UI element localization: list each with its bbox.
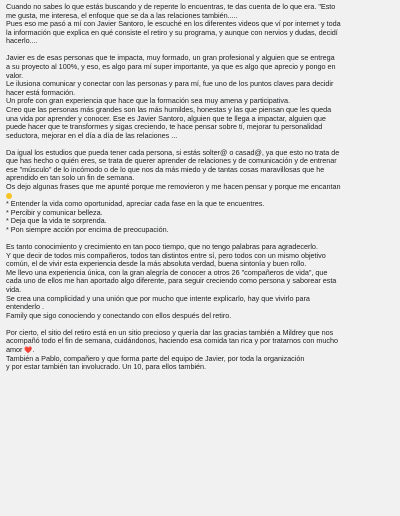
text-line: hacer está formación.	[6, 88, 76, 97]
text-line: Por cierto, el sitio del retiro está en un sitio precioso y quería dar las gracias también a Mildrey que nos	[6, 328, 334, 337]
text-line: la información que explica en qué consiste el retiro y su programa, y aunque con nervios y dudas, decidí	[6, 28, 338, 37]
text-line: a su proyecto al 100%, y eso, es algo para mí super importante, ya que es algo que aprecio y pongo en	[6, 62, 336, 71]
text-line: Os dejo algunas frases que me apunté porque me removieron y me hacen pensar y porque me encantan	[6, 183, 341, 192]
paragraph-gap	[6, 140, 395, 148]
text-line-with-heart: amor ❤️.	[6, 345, 35, 354]
text-line: ese "músculo" de lo incómodo o de lo que nos da más miedo y de tantas cosas maravillosas que he	[6, 165, 325, 174]
text-line: Da igual los estudios que pueda tener cada persona, si estás solter@ o casad@, ya que esto no trata de	[6, 148, 340, 157]
text-line: y por estar también tan involucrado. Un 10, para ellos también.	[6, 363, 207, 372]
red-heart-emoji-icon: ❤️	[24, 346, 33, 354]
text-line: valor.	[6, 71, 24, 80]
text-line: Y que decir de todos mis compañeros, todos tan distintos entre sí, pero todos con un mismo objetivo	[6, 251, 326, 260]
text-line: que has hecho o quién eres, se trata de querer aprender de relaciones y de comunicación y de entrenar	[6, 157, 337, 166]
quote-item: * Percibir y comunicar belleza.	[6, 208, 103, 217]
text-line: me gusta, me interesa, el enfoque que se da a las relaciones también.....	[6, 11, 238, 20]
paragraph-intro	[6, 3, 395, 46]
paragraph-retreat-place	[6, 329, 395, 372]
text-line: común, el de vivir esta experiencia desde la más absoluta verdad, buena sintonía y buen rollo.	[6, 260, 307, 269]
text-line: Family que sigo conociendo y conectando con ellos después del retiro.	[6, 311, 232, 320]
emoji-line	[6, 192, 395, 201]
paragraph-gratitude	[6, 243, 395, 320]
text-line: Creo que las personas más grandes son las más humildes, honestas y las que piensan que les queda	[6, 105, 332, 114]
text-line: cada uno de ellos me han aportado algo diferente, para seguir creciendo como persona y saborear esta	[6, 277, 337, 286]
text-line: Javier es de esas personas que te impacta, muy formado, un gran profesional y alguien que se entrega	[6, 54, 335, 63]
text-line: acompañó todo el fin de semana, cuidándonos, haciendo esa comida tan rica y por tratarnos con mucho	[6, 337, 338, 346]
text-line: Se crea una complicidad y una unión que por mucho que intente explicarlo, hay que vivirlo para	[6, 294, 310, 303]
quote-item: * Entender la vida como oportunidad, apreciar cada fase en la que te encuentres.	[6, 200, 265, 209]
quote-item: * Deja que la vida te sorprenda.	[6, 217, 107, 226]
paragraph-gap	[6, 320, 395, 328]
text-line: vida.	[6, 285, 22, 294]
paragraph-studies	[6, 149, 395, 235]
quote-item: * Pon siempre acción por encima de preocupación.	[6, 226, 169, 235]
text-line: seductora, mejorar en el día a día de las relaciones ...	[6, 131, 178, 140]
text-line: Es tanto conocimiento y crecimiento en tan poco tiempo, que no tengo palabras para agradecerlo.	[6, 243, 318, 252]
text-fragment: amor	[6, 345, 23, 354]
text-line: entenderlo .	[6, 303, 44, 312]
text-line: puede hacer que te transformes y sigas creciendo, te hace pensar sobre tí, mejorar tu personalidad	[6, 123, 323, 132]
text-line: aprendido en tan solo un fin de semana.	[6, 174, 135, 183]
text-line: una vida por aprender y conocer. Ese es Javier Santoro, alguien que te llega a impactar, alguien que	[6, 114, 326, 123]
text-line: Le ilusiona comunicar y conectar con las personas y para mí, fue uno de los puntos claves para decidir	[6, 80, 334, 89]
paragraph-gap	[6, 46, 395, 54]
text-line: Me llevo una experiencia única, con la gran alegría de conocer a otros 26 "compañeros de vida", que	[6, 268, 328, 277]
text-line: Un profe con gran experiencia que hace que la formación sea muy amena y participativa.	[6, 97, 290, 106]
paragraph-gap	[6, 235, 395, 243]
smiling-face-emoji-icon	[6, 193, 12, 199]
text-line: También a Pablo, compañero y que forma parte del equipo de Javier, por toda la organización	[6, 354, 305, 363]
paragraph-about-javier	[6, 54, 395, 140]
text-line: Pues eso me pasó a mí con Javier Santoro, le escuché en los diferentes videos que ví por internet y toda	[6, 20, 341, 29]
text-line: Cuando no sabes lo que estás buscando y de repente lo encuentras, te das cuenta de lo que era. "Esto	[6, 3, 336, 11]
text-line: hacerlo....	[6, 37, 38, 46]
